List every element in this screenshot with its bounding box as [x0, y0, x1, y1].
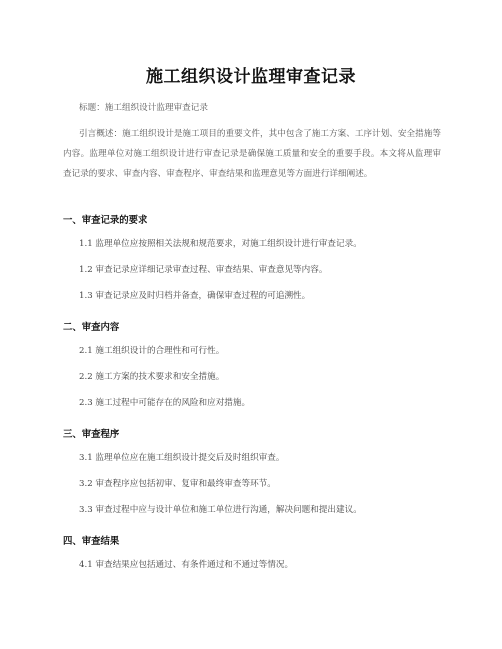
section-heading-requirements: 一、审查记录的要求 [63, 215, 148, 226]
section-item-2-2: 2.2 施工方案的技术要求和安全措施。 [79, 372, 225, 382]
document-title: 施工组织设计监理审查记录 [146, 67, 356, 87]
section-heading-content: 二、审查内容 [63, 322, 120, 333]
section-heading-procedure: 三、审查程序 [63, 429, 120, 440]
section-heading-results: 四、审查结果 [63, 536, 120, 547]
section-item-3-3: 3.3 审查过程中应与设计单位和施工单位进行沟通，解决问题和提出建议。 [79, 505, 362, 515]
section-item-3-2: 3.2 审查程序应包括初审、复审和最终审查等环节。 [79, 479, 276, 489]
section-item-1-3: 1.3 审查记录应及时归档并备查，确保审查过程的可追溯性。 [79, 291, 311, 301]
section-item-2-3: 2.3 施工过程中可能存在的风险和应对措施。 [79, 398, 251, 408]
document-subtitle: 标题：施工组织设计监理审查记录 [79, 103, 208, 113]
section-item-4-1: 4.1 审查结果应包括通过、有条件通过和不通过等情况。 [79, 560, 294, 570]
section-item-2-1: 2.1 施工组织设计的合理性和可行性。 [79, 346, 225, 356]
section-item-1-1: 1.1 监理单位应按照相关法规和规范要求，对施工组织设计进行审查记录。 [79, 239, 362, 249]
section-item-3-1: 3.1 监理单位应在施工组织设计提交后及时组织审查。 [79, 453, 285, 463]
section-item-1-2: 1.2 审查记录应详细记录审查过程、审查结果、审查意见等内容。 [79, 265, 328, 275]
intro-paragraph: 引言概述：施工组织设计是施工项目的重要文件，其中包含了施工方案、工序计划、安全措施等内容。监理单位对施工组织设计进行审查记录是确保施工质量和安全的重要手段。本文将从监理审查记录的要求、审查内容、审查程序、审查结果和监理意见等方面进行详细阐述。 [63, 129, 441, 179]
